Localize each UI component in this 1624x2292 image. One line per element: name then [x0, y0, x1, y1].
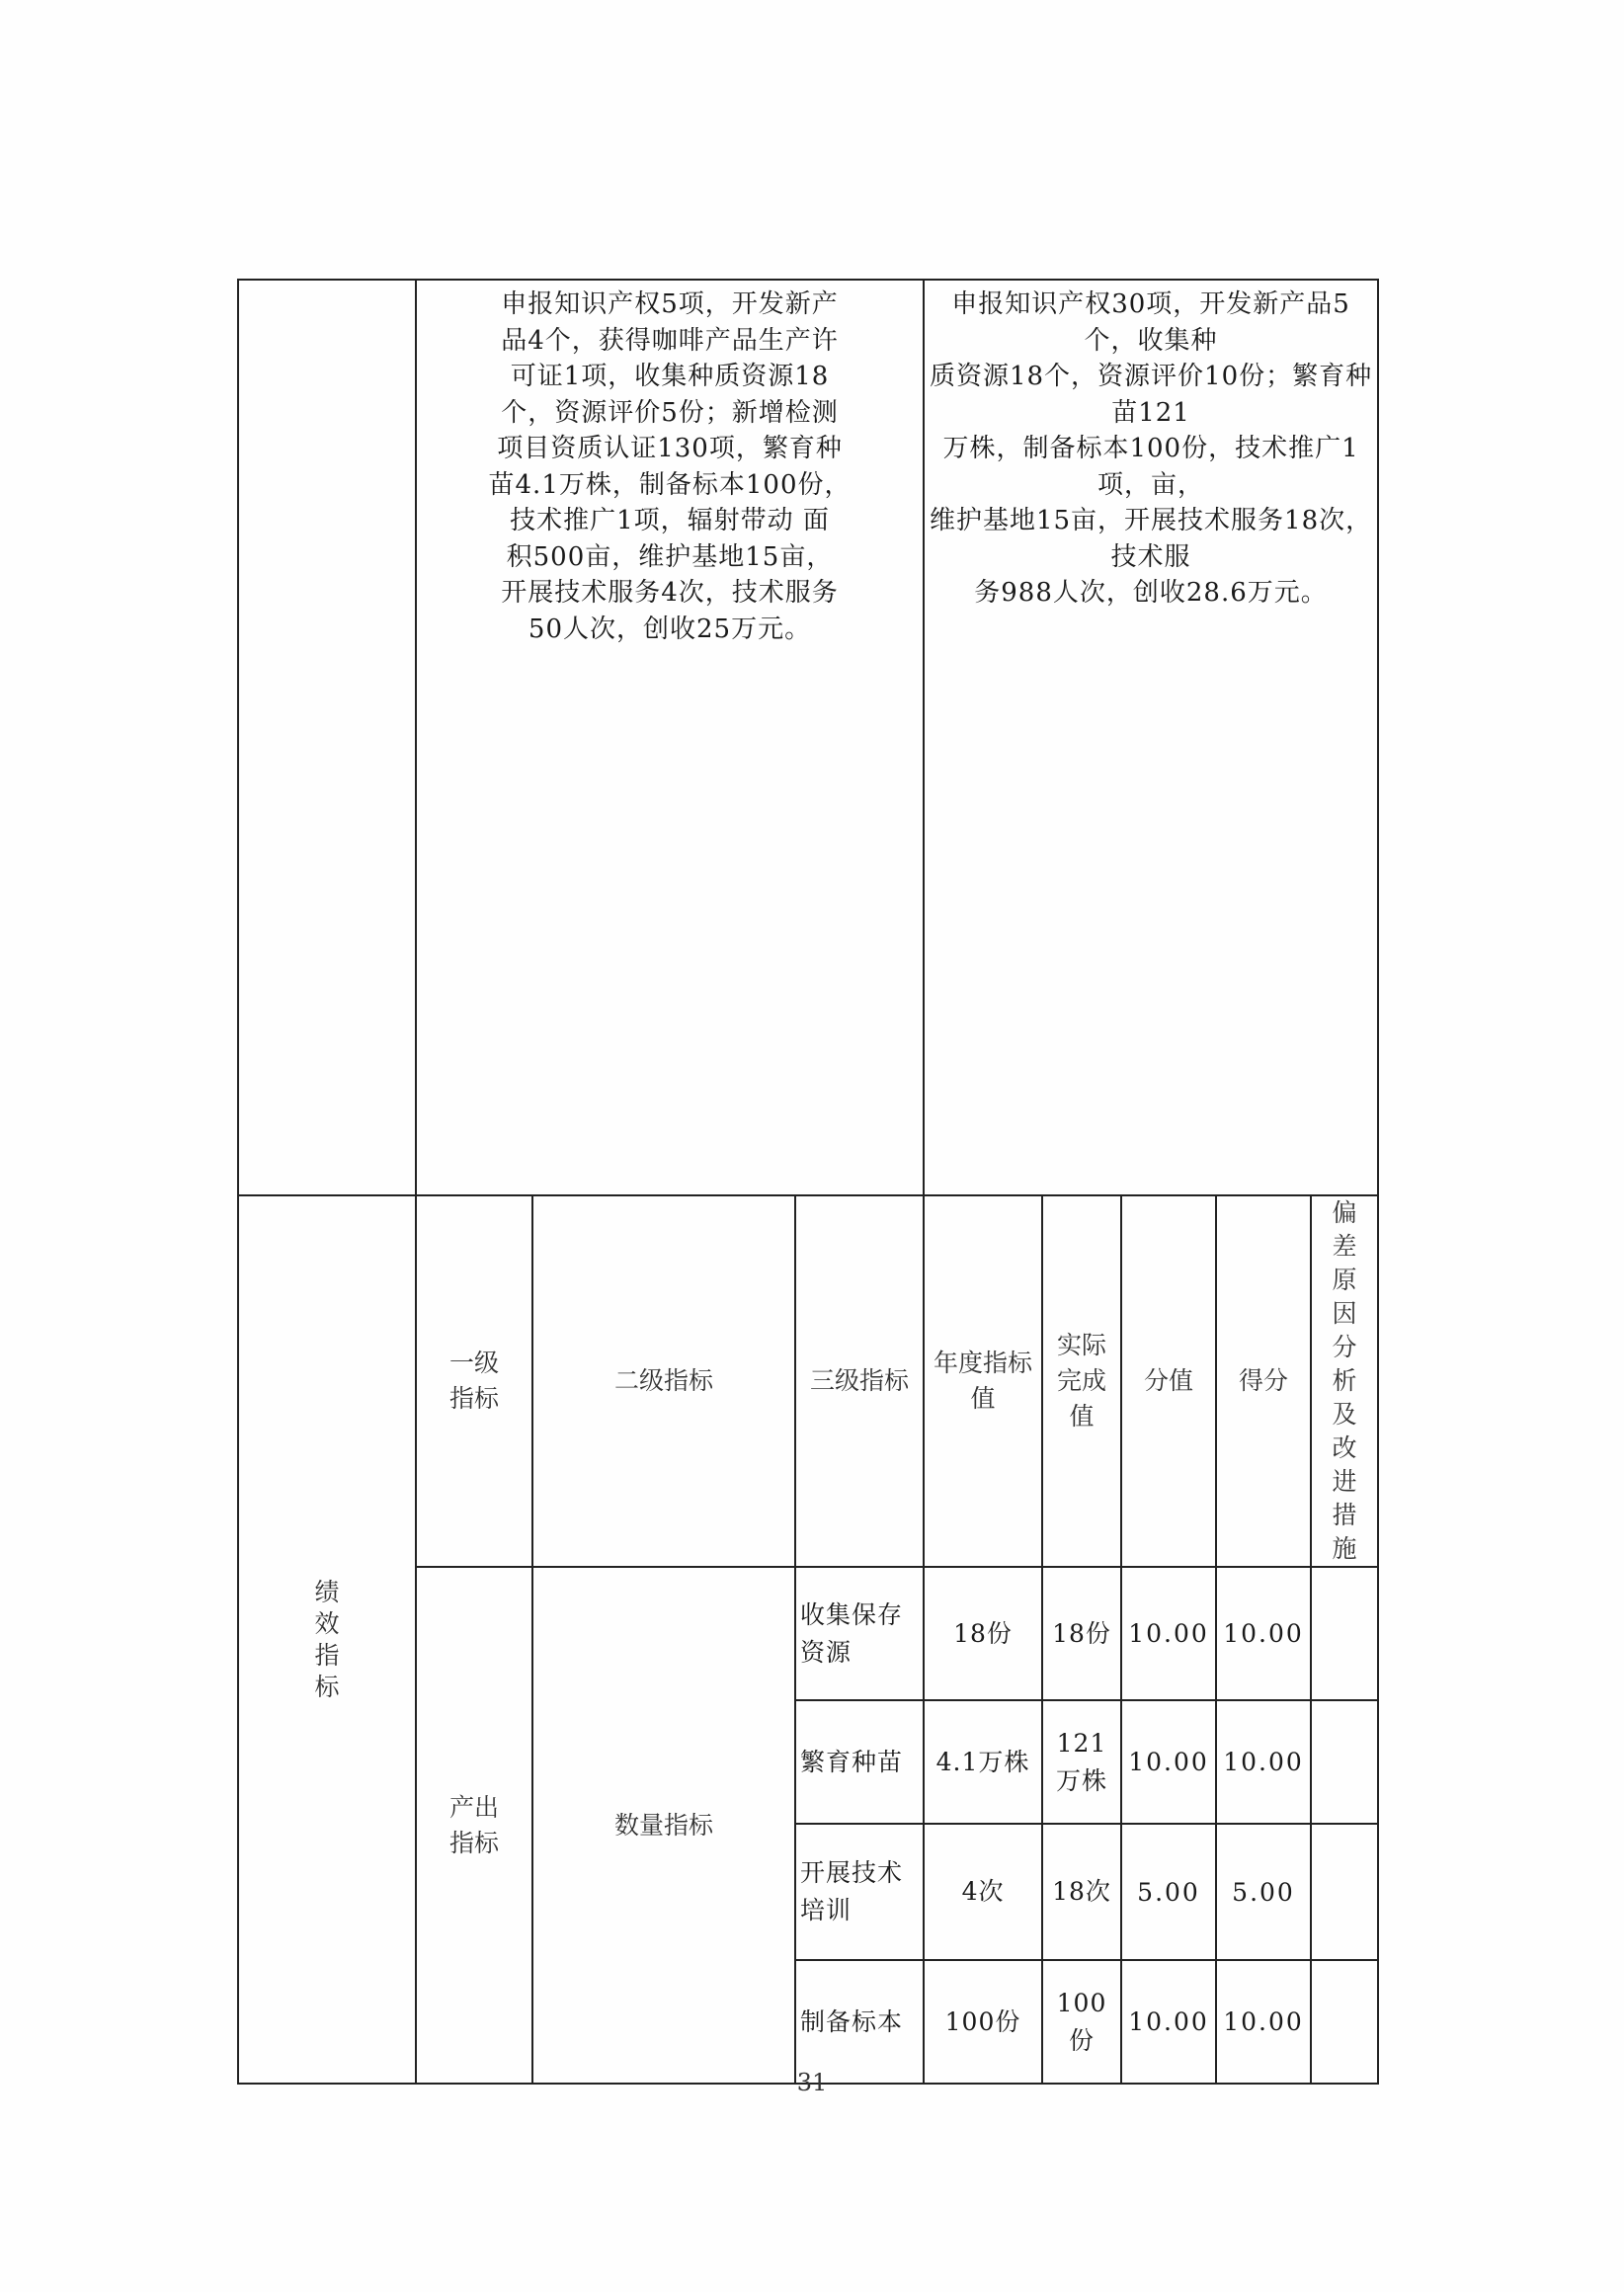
row-actual: 18次 [1042, 1824, 1121, 1960]
plan-line: 项目资质认证130项，繁育种 [497, 434, 843, 463]
plan-line: 积500亩，维护基地15亩， [506, 541, 834, 572]
header-actual-text: 实际完成值 [1057, 1331, 1107, 1431]
row-deviation [1311, 1700, 1378, 1824]
header-score-weight: 分值 [1121, 1195, 1216, 1567]
row-target: 4次 [924, 1824, 1042, 1960]
header-actual [1042, 1195, 1121, 1567]
row-target: 4.1万株 [924, 1700, 1042, 1824]
row-target: 18份 [924, 1567, 1042, 1700]
plan-line: 开展技术服务4次，技术服务 [501, 578, 839, 608]
plan-line: 个，资源评价5份；新增检测 [501, 397, 839, 428]
row-level3-text: 开展技术培训 [800, 1858, 904, 1924]
row-weight: 10.00 [1121, 1700, 1216, 1824]
row-actual [1042, 1960, 1121, 2084]
header-deviation [1311, 1195, 1378, 1567]
section-label-cell [238, 1195, 416, 2084]
header-row [238, 1195, 1378, 1567]
row-weight: 10.00 [1121, 1567, 1216, 1700]
plan-line: 苗4.1万株，制备标本100份， [488, 469, 852, 500]
row-score: 5.00 [1216, 1824, 1311, 1960]
actual-line: 务988人次，创收28.6万元。 [974, 578, 1328, 608]
header-level1-text: 一级指标 [448, 1349, 499, 1413]
actual-line: 万株，制备标本100份，技术推广1项，亩， [942, 434, 1359, 500]
page-number: 31 [796, 2069, 828, 2096]
row-deviation [1311, 1960, 1378, 2084]
plan-line: 申报知识产权5项，开发新产 [501, 289, 839, 319]
blank-label-cell [238, 280, 416, 1195]
row-deviation [1311, 1824, 1378, 1960]
row-score: 10.00 [1216, 1567, 1311, 1700]
row-score: 10.00 [1216, 1960, 1311, 2084]
level1-value-cell [416, 1567, 532, 2084]
plan-line: 可证1项，收集种质资源18 [510, 362, 830, 391]
row-weight: 5.00 [1121, 1824, 1216, 1960]
actual-line: 申报知识产权30项，开发新产品5个，收集种 [951, 289, 1350, 356]
actual-line: 维护基地15亩，开展技术服务18次，技术服 [929, 506, 1373, 572]
plan-line: 50人次，创收25万元。 [528, 614, 812, 644]
performance-table [237, 279, 1379, 2085]
row-score: 10.00 [1216, 1700, 1311, 1824]
header-deviation-text: 偏差原因分析及改进措施 [1332, 1198, 1357, 1563]
actual-completion-text [924, 280, 1378, 1195]
level2-value: 数量指标 [532, 1567, 795, 2084]
plan-line: 技术推广1项，辐射带动 面 [510, 506, 830, 535]
row-target: 100份 [924, 1960, 1042, 2084]
header-level1 [416, 1195, 532, 1567]
row-actual-text: 100份 [1056, 1988, 1107, 2055]
level1-value: 产出指标 [448, 1792, 499, 1857]
row-actual-text: 121万株 [1056, 1728, 1108, 1795]
section-label: 绩效指标 [314, 1577, 340, 1701]
actual-line: 质资源18个，资源评价10份；繁育种苗121 [929, 362, 1373, 428]
row-actual [1042, 1700, 1121, 1824]
plan-line: 品4个，获得咖啡产品生产许 [501, 325, 839, 356]
targets-text-row [238, 280, 1378, 1195]
row-level3: 繁育种苗 [795, 1700, 924, 1824]
header-level3: 三级指标 [795, 1195, 924, 1567]
row-level3 [795, 1567, 924, 1700]
row-deviation [1311, 1567, 1378, 1700]
row-level3-text: 收集保存资源 [800, 1599, 904, 1667]
header-target-text: 年度指标值 [934, 1349, 1033, 1413]
row-actual: 18份 [1042, 1567, 1121, 1700]
row-level3 [795, 1824, 924, 1960]
row-level3: 制备标本 [795, 1960, 924, 2084]
annual-target-text [416, 280, 924, 1195]
header-score: 得分 [1216, 1195, 1311, 1567]
header-level2: 二级指标 [532, 1195, 795, 1567]
header-target [924, 1195, 1042, 1567]
row-weight: 10.00 [1121, 1960, 1216, 2084]
